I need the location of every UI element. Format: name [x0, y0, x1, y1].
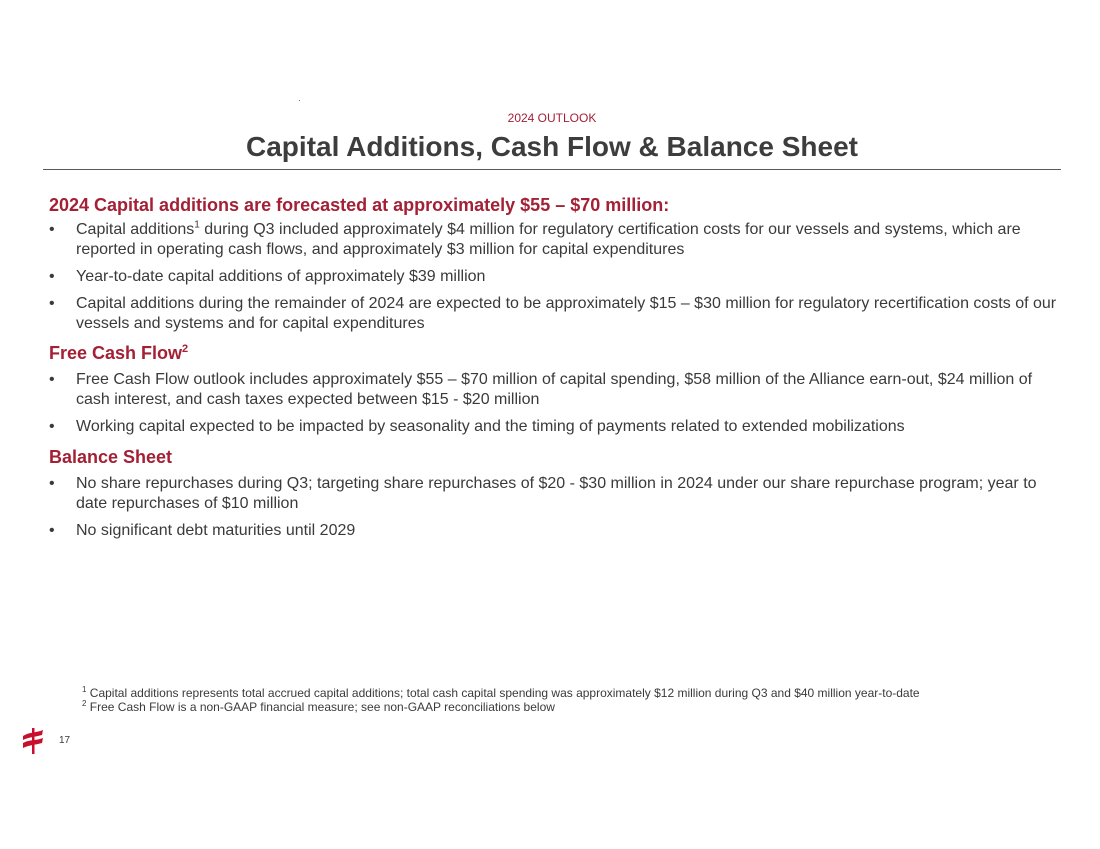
- slide-content: [49, 194, 1059, 541]
- footnote-2: $^2$ Free Cash Flow is a non-GAAP financial measure; see non-GAAP reconciliations below: [82, 699, 555, 714]
- list-item: • Year-to-date capital additions of approximately $39 million: [49, 268, 486, 285]
- bullet-marker: •: [49, 418, 55, 435]
- bullet-marker: •: [49, 221, 55, 238]
- footnote-1: $^1$ Capital additions represents total accrued capital additions; total cash capital spending was approximately $12 million during Q3 and $40 million year-to-date: [82, 685, 920, 700]
- bullet-marker: •: [49, 475, 55, 492]
- section-heading-balance-sheet: Balance Sheet: [49, 447, 173, 467]
- bullet-marker: •: [49, 268, 55, 285]
- list-item: • No significant debt maturities until 2029: [49, 522, 356, 539]
- list-item: • Free Cash Flow outlook includes approximately $55 – $70 million of capital spending, $58 million of the Alliance earn-out, $24 million of cash interest, and cash taxes expected between $15 - $20 million: [49, 371, 1033, 408]
- footnotes: [82, 686, 1082, 714]
- page-title: Capital Additions, Cash Flow & Balance Sheet: [246, 131, 858, 162]
- stray-dot: [299, 100, 300, 101]
- list-item: • Capital additions$^1$ during Q3 included approximately $4 million for regulatory certification costs for our vessels and systems, which are reported in operating cash flows, and approximately $3 million for capital expenditures: [49, 219, 1021, 258]
- bullet-marker: •: [49, 295, 55, 312]
- list-item: • No share repurchases during Q3; targeting share repurchases of $20 - $30 million in 2024 under our share repurchase program; year to date repurchases of $10 million: [49, 475, 1037, 512]
- title-divider: [43, 169, 1061, 170]
- section-heading-capital-additions: 2024 Capital additions are forecasted at approximately $55 – $70 million:: [49, 195, 670, 215]
- bullet-marker: •: [49, 522, 55, 539]
- section-heading-free-cash-flow: Free Cash Flow$^2$: [49, 343, 189, 363]
- bullet-marker: •: [49, 371, 55, 388]
- section-eyebrow: 2024 OUTLOOK: [507, 111, 597, 125]
- page-number: 17: [59, 735, 71, 746]
- list-item: • Working capital expected to be impacted by seasonality and the timing of payments related to extended mobilizations: [49, 418, 905, 435]
- list-item: • Capital additions during the remainder of 2024 are expected to be approximately $15 – $30 million for regulatory recertification costs of our vessels and systems and for capital expenditures: [49, 295, 1057, 332]
- company-logo-icon: [20, 727, 46, 755]
